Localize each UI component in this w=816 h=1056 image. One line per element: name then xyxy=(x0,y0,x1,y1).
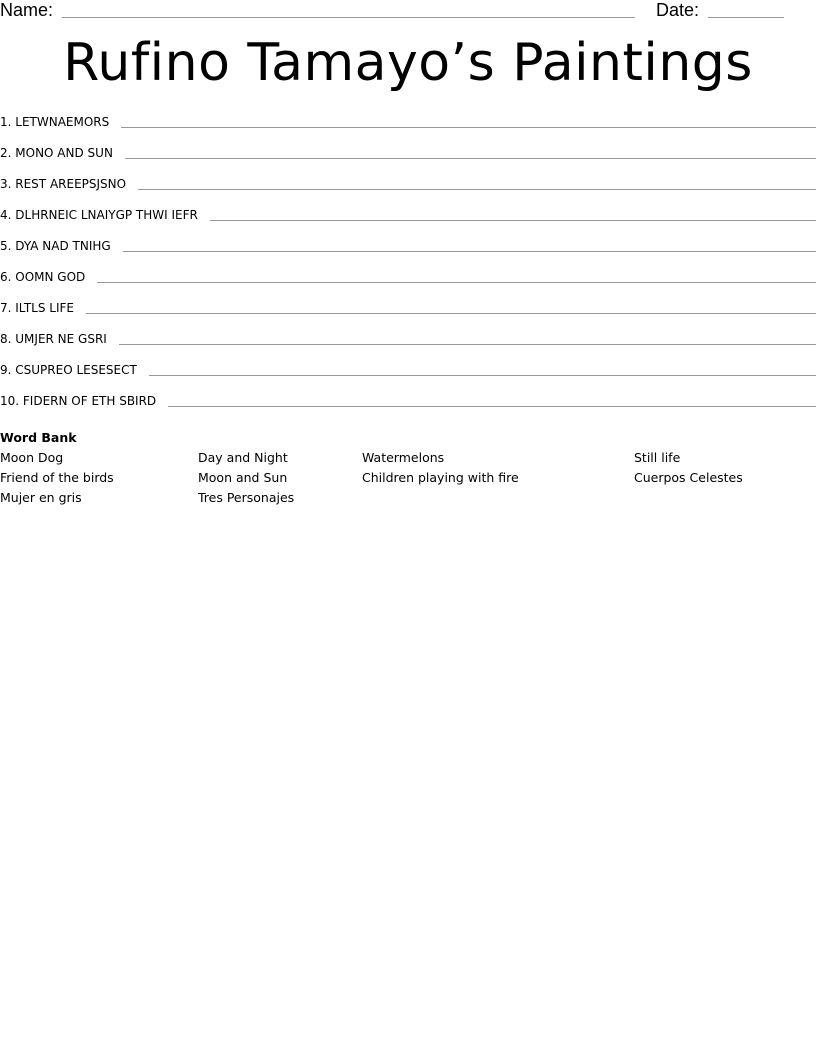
question-row xyxy=(0,254,816,285)
question-row xyxy=(0,161,816,192)
question-text: 3. REST AREEPSJSNO xyxy=(0,177,127,191)
question-text: 5. DYA NAD TNIHG xyxy=(0,239,111,253)
header xyxy=(0,0,816,24)
question-row xyxy=(0,316,816,347)
answer-line[interactable] xyxy=(86,313,816,314)
answer-line[interactable] xyxy=(119,344,816,345)
question-row xyxy=(0,130,816,161)
answer-line[interactable] xyxy=(149,375,816,376)
date-field[interactable] xyxy=(708,17,784,18)
question-text: 1. LETWNAEMORS xyxy=(0,115,110,129)
word-bank-item: Cuerpos Celestes xyxy=(634,470,743,485)
question-text: 7. ILTLS LIFE xyxy=(0,301,74,315)
date-label: Date: xyxy=(656,0,700,20)
name-field[interactable] xyxy=(62,17,635,18)
question-text: 6. OOMN GOD xyxy=(0,270,86,284)
word-bank-item: Watermelons xyxy=(362,450,445,465)
word-bank-item: Mujer en gris xyxy=(0,490,82,505)
answer-line[interactable] xyxy=(97,282,816,283)
name-label: Name: xyxy=(0,0,54,20)
word-bank-item: Day and Night xyxy=(198,450,288,465)
word-bank-item: Tres Personajes xyxy=(198,490,295,505)
question-text: 8. UMJER NE GSRI xyxy=(0,332,107,346)
word-bank-item: Children playing with fire xyxy=(362,470,519,485)
answer-line[interactable] xyxy=(121,127,816,128)
answer-line[interactable] xyxy=(168,406,816,407)
question-text: 9. CSUPREO LESESECT xyxy=(0,363,137,377)
question-row xyxy=(0,285,816,316)
answer-line[interactable] xyxy=(123,251,816,252)
word-bank-item: Friend of the birds xyxy=(0,470,114,485)
question-row xyxy=(0,378,816,409)
question-row xyxy=(0,223,816,254)
page-title: Rufino Tamayo’s Paintings xyxy=(63,33,753,93)
answer-line[interactable] xyxy=(138,189,816,190)
question-text: 4. DLHRNEIC LNAIYGP THWI IEFR xyxy=(0,208,198,222)
question-row xyxy=(0,347,816,378)
word-bank-title: Word Bank xyxy=(0,430,77,445)
question-row xyxy=(0,192,816,223)
word-bank-item: Moon Dog xyxy=(0,450,64,465)
question-text: 10. FIDERN OF ETH SBIRD xyxy=(0,394,157,408)
word-bank xyxy=(0,430,816,510)
word-bank-item: Still life xyxy=(634,450,681,465)
word-bank-item: Moon and Sun xyxy=(198,470,288,485)
question-list xyxy=(0,112,816,409)
answer-line[interactable] xyxy=(125,158,816,159)
word-bank-grid xyxy=(0,450,816,510)
answer-line[interactable] xyxy=(210,220,816,221)
question-row xyxy=(0,112,816,130)
question-text: 2. MONO AND SUN xyxy=(0,146,113,160)
